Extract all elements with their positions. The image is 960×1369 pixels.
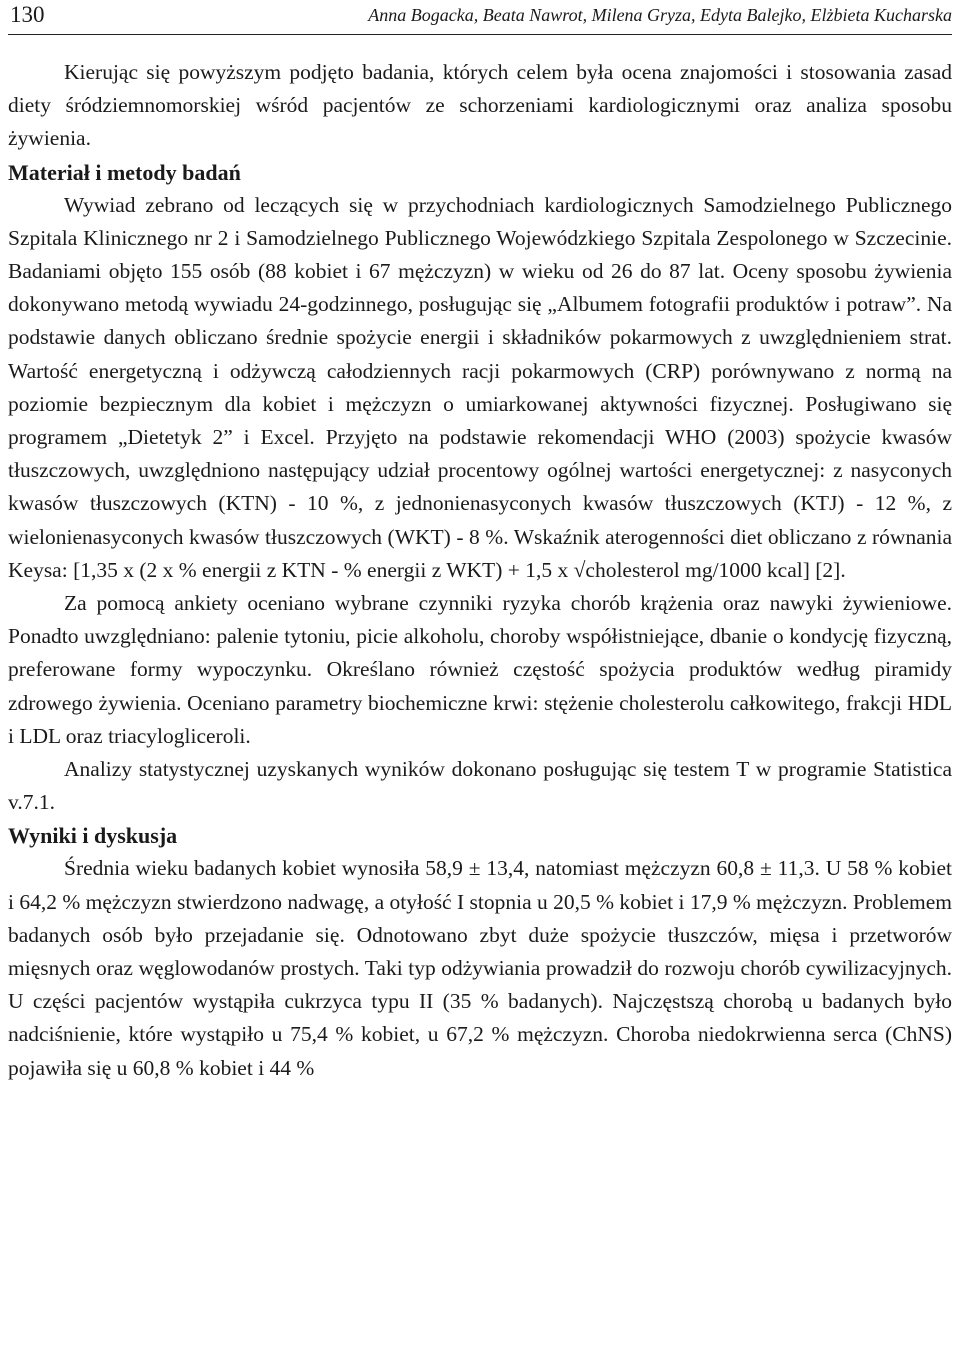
materials-paragraph-2: Za pomocą ankiety oceniano wybrane czynniki ryzyka chorób krążenia oraz nawyki żywieniowe. Ponadto uwzględniano: palenie tytoniu, picie alkoholu, choroby współistniejące, dbanie o kondycję fizyczną, preferowane formy wypoczynku. Określano również częstość spożycia produktów według piramidy zdrowego żywienia. Oceniano parametry biochemiczne krwi: stężenie cholesterolu całkowitego, frakcji HDL i LDL oraz triacylogliceroli. (8, 591, 952, 748)
page-number: 130 (10, 2, 45, 27)
materials-paragraph-1: Wywiad zebrano od leczących się w przychodniach kardiologicznych Samodzielnego Publicznego Szpitala Klinicznego nr 2 i Samodzielnego Publicznego Wojewódzkiego Szpitala Zespolonego w Szczecinie. Badaniami objęto 155 osób (88 kobiet i 67 mężczyzn) w wieku od 26 do 87 lat. Oceny sposobu żywienia dokonywano metodą wywiadu 24-godzinnego, posługując się „Albumem fotografii produktów i potraw”. Na podstawie danych obliczano średnie spożycie energii i składników pokarmowych z uwzględnieniem strat. Wartość energetyczną i odżywczą całodziennych racji pokarmowych (CRP) porównywano z normą na poziomie bezpiecznym dla kobiet i mężczyzn o umiarkowanej aktywności fizycznej. Posługiwano się programem „Dietetyk 2” i Excel. Przyjęto na podstawie rekomendacji WHO (2003) spożycie kwasów tłuszczowych, uwzględniono następujący udział procentowy ogólnej wartości energetycznej: z nasyconych kwasów tłuszczowych (KTN) - 10 %, z jednonienasyconych kwasów tłuszczowych (KTJ) - 12 %, z wielonienasyconych kwasów tłuszczowych (WKT) - 8 %. Wskaźnik aterogenności diet obliczano z równania Keysa: [1,35 x (2 x % energii z KTN - % energii z WKT) + 1,5 x √cholesterol mg/1000 kcal] [2]. (8, 192, 952, 582)
body-text (8, 56, 952, 1085)
results-paragraph-1: Średnia wieku badanych kobiet wynosiła 58,9 ± 13,4, natomiast mężczyzn 60,8 ± 11,3. U 58 % kobiet i 64,2 % mężczyzn stwierdzono nadwagę, a otyłość I stopnia u 20,5 % kobiet i 17,9 % mężczyzn. Problemem badanych osób było przejadanie się. Odnotowano zbyt duże spożycie tłuszczów, mięsa i przetworów mięsnych oraz węglowodanów prostych. Taki typ odżywiania prowadził do rozwoju chorób cywilizacyjnych. U części pacjentów wystąpiła cukrzyca typu II (35 % badanych). Najczęstszą chorobą u badanych było nadciśnienie, które wystąpiło u 75,4 % kobiet, u 67,2 % mężczyzn. Choroba niedokrwienna serca (ChNS) pojawiła się u 60,8 % kobiet i 44 % (8, 856, 952, 1080)
section-heading-materials: Materiał i metody badań (8, 159, 241, 185)
materials-paragraph-3: Analizy statystycznej uzyskanych wyników dokonano posługując się testem T w programie Statistica v.7.1. (8, 757, 952, 815)
intro-paragraph: Kierując się powyższym podjęto badania, których celem była ocena znajomości i stosowania zasad diety śródziemnomorskiej wśród pacjentów ze schorzeniami kardiologicznymi oraz analiza sposobu żywienia. (8, 60, 952, 151)
running-header (8, 0, 952, 35)
section-heading-results: Wyniki i dyskusja (8, 823, 178, 849)
header-authors: Anna Bogacka, Beata Nawrot, Milena Gryza, Edyta Balejko, Elżbieta Kucharska (368, 5, 952, 25)
document-page (8, 0, 952, 1085)
